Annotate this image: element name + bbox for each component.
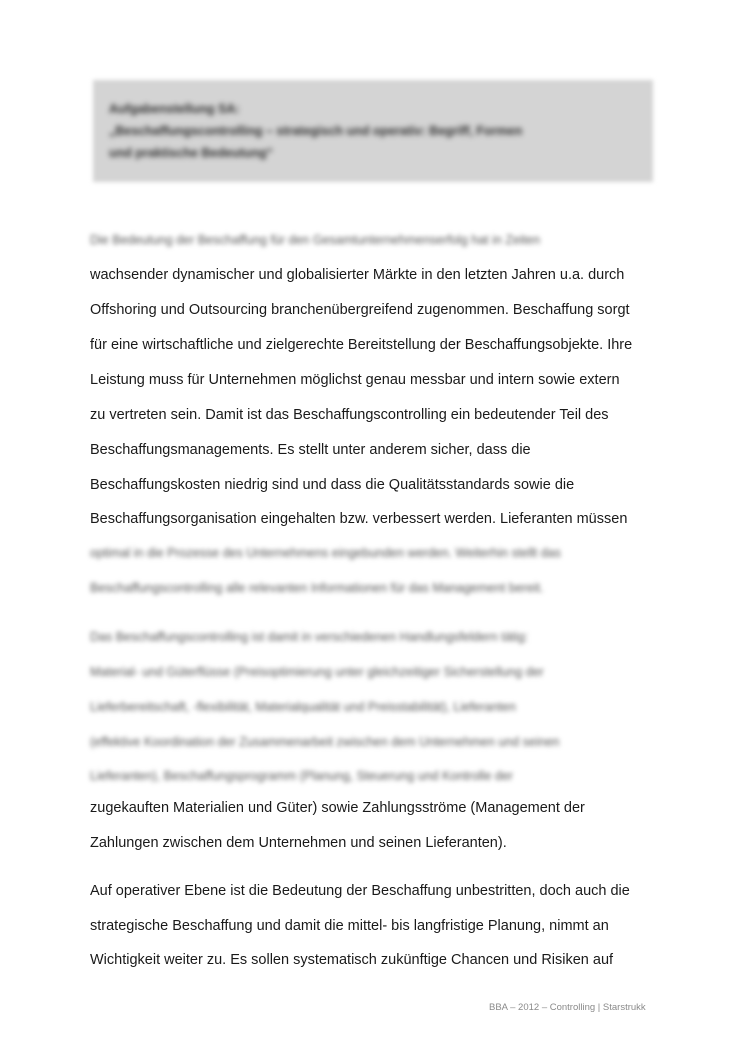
body-line: Beschaffungsmanagements. Es stellt unter anderem sicher, dass die <box>90 442 531 458</box>
task-line: und praktische Bedeutung“ <box>109 146 273 160</box>
task-line: Aufgabenstellung SA: <box>109 102 240 116</box>
body-line: Das Beschaffungscontrolling ist damit in verschiedenen Handlungsfeldern tätig: <box>90 630 529 644</box>
body-line: Leistung muss für Unternehmen möglichst genau messbar und intern sowie extern <box>90 372 620 388</box>
body-line: (effektive Koordination der Zusammenarbeit zwischen dem Unternehmen und seinen <box>90 735 560 749</box>
body-line: Material- und Güterflüsse (Preisoptimierung unter gleichzeitiger Sicherstellung der <box>90 665 544 679</box>
body-line: für eine wirtschaftliche und zielgerechte Bereitstellung der Beschaffungsobjekte. Ihre <box>90 337 633 353</box>
body-line: zugekauften Materialien und Güter) sowie Zahlungsströme (Management der <box>90 800 585 816</box>
body-line: Beschaffungscontrolling alle relevanten Informationen für das Management bereit. <box>90 581 544 595</box>
body-line: Die Bedeutung der Beschaffung für den Gesamtunternehmenserfolg hat in Zeiten <box>90 233 541 247</box>
task-statement-text <box>109 98 629 164</box>
page-footer: BBA – 2012 – Controlling | Starstrukk <box>489 1002 646 1013</box>
body-line: Beschaffungsorganisation eingehalten bzw. verbessert werden. Lieferanten müssen <box>90 511 628 527</box>
body-line: Zahlungen zwischen dem Unternehmen und seinen Lieferanten). <box>90 835 507 851</box>
body-line: zu vertreten sein. Damit ist das Beschaffungscontrolling ein bedeutender Teil des <box>90 407 609 423</box>
body-line: wachsender dynamischer und globalisierter Märkte in den letzten Jahren u.a. durch <box>90 267 625 283</box>
body-line: optimal in die Prozesse des Unternehmens eingebunden werden. Weiterhin stellt das <box>90 546 561 560</box>
body-line: Offshoring und Outsourcing branchenübergreifend zugenommen. Beschaffung sorgt <box>90 302 630 318</box>
body-line: Lieferanten), Beschaffungsprogramm (Planung, Steuerung und Kontrolle der <box>90 769 513 783</box>
task-line: „Beschaffungscontrolling – strategisch und operativ: Begriff, Formen <box>109 124 523 138</box>
task-statement-box <box>93 80 653 182</box>
body-line: strategische Beschaffung und damit die mittel- bis langfristige Planung, nimmt an <box>90 918 609 934</box>
body-line: Beschaffungskosten niedrig sind und dass die Qualitätsstandards sowie die <box>90 477 575 493</box>
body-line: Lieferbereitschaft, -flexibilität, Materialqualität und Preisstabilität), Lieferanten <box>90 700 516 714</box>
body-line: Auf operativer Ebene ist die Bedeutung der Beschaffung unbestritten, doch auch die <box>90 883 630 899</box>
body-line: Wichtigkeit weiter zu. Es sollen systematisch zukünftige Chancen und Risiken auf <box>90 952 614 968</box>
